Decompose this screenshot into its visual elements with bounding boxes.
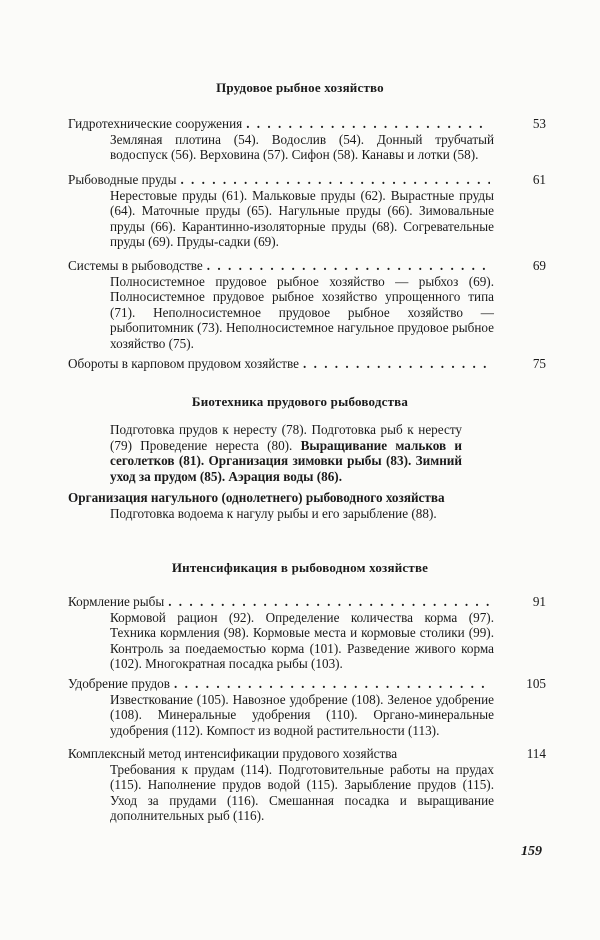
toc-entry (68, 594, 546, 672)
toc-page-number: 75 (532, 356, 546, 371)
leader-dots (180, 172, 490, 188)
toc-entry-body: Известкование (105). Навозное удобрение (108). Зеленое удобрение (108). Минеральные удобрения (110). Органо-минеральные удобрения (112). Компост из водной растительности (113). (110, 691, 494, 738)
toc-page-number: 53 (532, 116, 546, 131)
leader-dots (174, 676, 490, 692)
leader-dots (168, 594, 490, 610)
biotechnics-text-bold: Выращивание мальков и сеголетков (81). Организация зимовки рыбы (83). Зимний уход за прудом (85). Аэрация воды (86). (110, 437, 462, 484)
toc-page-number: 91 (532, 594, 546, 609)
biotechnics-text: Подготовка прудов к нересту (78). Подготовка рыб к нересту (79) Проведение нереста (80). (110, 422, 462, 453)
toc-entry (68, 116, 546, 163)
toc-entry-head (68, 356, 546, 372)
toc-entry-title: Комплексный метод интенсификации прудового хозяйства (68, 746, 398, 761)
toc-page-number: 61 (532, 172, 546, 187)
toc-entry-title: Кормление рыбы (68, 594, 165, 609)
toc-entry-head (68, 258, 546, 274)
toc-entry-body: Кормовой рацион (92). Определение количества корма (97). Техника кормления (98). Кормовые места и кормовые столики (99). Контроль за поедаемостью корма (101). Разведение живого корма (102). Многократная посадка рыбы (103). (110, 609, 494, 672)
section-title-pond-fish-farming: Прудовое рыбное хозяйство (216, 80, 384, 95)
leader-dots (303, 356, 490, 372)
toc-entry (68, 746, 546, 824)
toc-entry-head (68, 116, 546, 132)
toc-entry-body: Земляная плотина (54). Водослив (54). Донный трубчатый водоспуск (56). Верховина (57). Сифон (58). Канавы и лотки (58). (110, 131, 494, 163)
toc-page-number: 69 (532, 258, 546, 273)
toc-entry (68, 172, 546, 250)
toc-entry-title: Обороты в карповом прудовом хозяйстве (68, 356, 300, 371)
toc-entry (68, 676, 546, 738)
leader-dots (207, 258, 490, 274)
toc-page-number: 114 (526, 746, 546, 761)
toc-entry-body: Требования к прудам (114). Подготовительные работы на прудах (115). Наполнение прудов водой (115). Зарыбление прудов (115). Уход за прудами (116). Смешанная посадка и выращивание дополнительных рыб (116). (110, 761, 494, 824)
toc-entry-body: Полносистемное прудовое рыбное хозяйство — рыбхоз (69). Полносистемное прудовое рыбное хозяйство упрощенного типа (71). Неполносистемное прудовое рыбное хозяйство — рыбопитомник (73). Неполносистемное нагульное прудовое рыбное хозяйство (75). (110, 273, 494, 351)
toc-entry-head (68, 594, 546, 610)
toc-page-number: 105 (526, 676, 546, 691)
section-title-biotechnics: Биотехника прудового рыбоводства (191, 394, 409, 409)
section-title-intensification: Интенсификация в рыбоводном хозяйстве (171, 560, 429, 575)
toc-entry-head (68, 746, 546, 762)
toc-entry (68, 258, 546, 352)
toc-entry-body: Нерестовые пруды (61). Мальковые пруды (62). Вырастные пруды (64). Маточные пруды (65). Нагульные пруды (66). Зимовальные пруды (66). Карантинно-изоляторные пруды (68). Согревательные пруды (69). Пруды-садки (69). (110, 187, 494, 250)
toc-entry-title: Гидротехнические сооружения (68, 116, 243, 131)
subheading-body: Подготовка водоема к нагулу рыбы и его зарыбление (88). (110, 506, 437, 521)
toc-entry-title: Системы в рыбоводстве (68, 258, 203, 273)
toc-entry-head (68, 676, 546, 692)
toc-entry-title: Удобрение прудов (68, 676, 170, 691)
subheading-feeding-farm: Организация нагульного (однолетнего) рыбоводного хозяйства (68, 490, 445, 505)
section-body-biotechnics (110, 422, 462, 484)
page-number: 159 (521, 844, 542, 859)
toc-entry (68, 356, 546, 372)
toc-entry-title: Рыбоводные пруды (68, 172, 177, 187)
leader-dots (246, 116, 490, 132)
toc-entry-head (68, 172, 546, 188)
